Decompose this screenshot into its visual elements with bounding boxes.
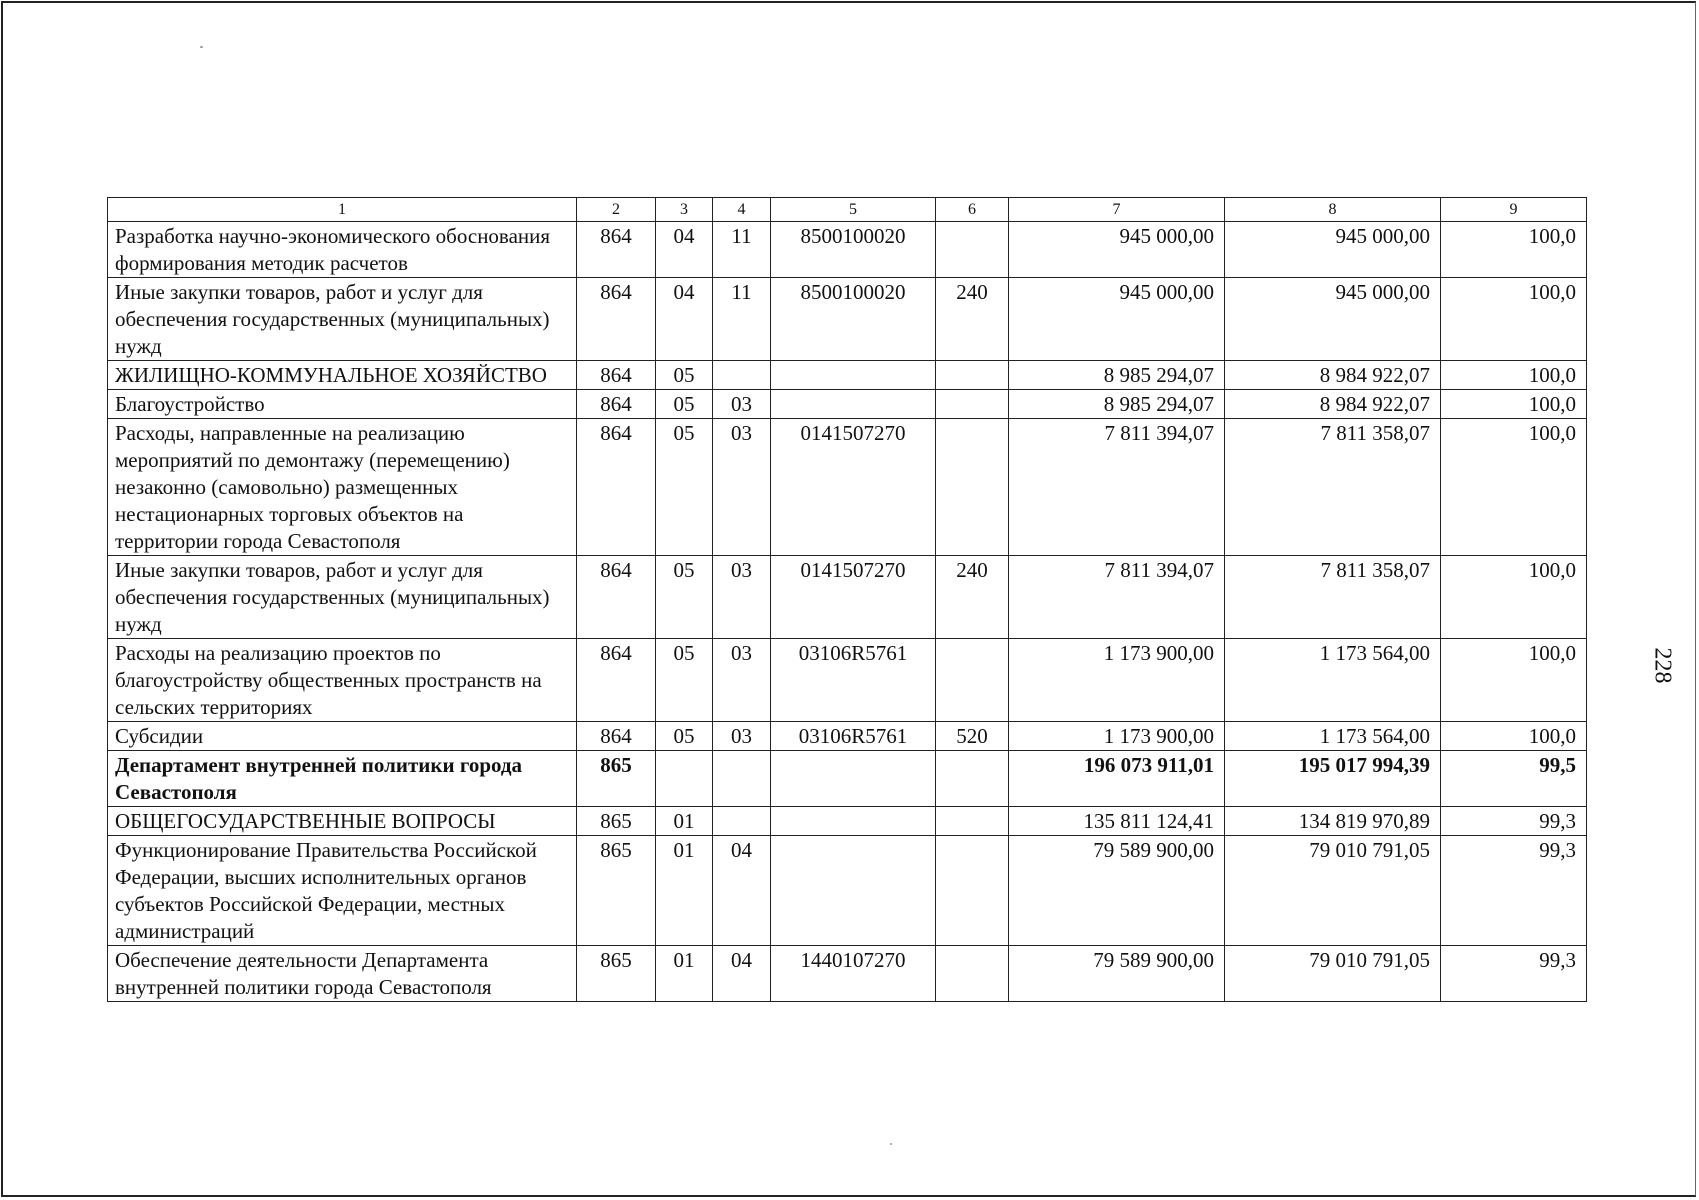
row-percent: 100,0 — [1441, 419, 1587, 556]
row-name: Иные закупки товаров, работ и услуг для обеспечения государственных (муниципальных) нужд — [108, 556, 577, 639]
row-percent: 100,0 — [1441, 361, 1587, 390]
row-name: Разработка научно-экономического обоснования формирования методик расчетов — [108, 222, 577, 278]
row-plan-amount: 8 985 294,07 — [1009, 361, 1225, 390]
column-number: 8 — [1225, 198, 1441, 222]
row-chapter-code: 864 — [577, 556, 656, 639]
row-actual-amount: 195 017 994,39 — [1225, 751, 1441, 807]
row-subsection-code: 04 — [713, 946, 771, 1002]
row-name: Департамент внутренней политики города Севастополя — [108, 751, 577, 807]
row-chapter-code: 864 — [577, 722, 656, 751]
row-name: ОБЩЕГОСУДАРСТВЕННЫЕ ВОПРОСЫ — [108, 807, 577, 836]
row-section-code: 01 — [656, 946, 713, 1002]
row-chapter-code: 865 — [577, 836, 656, 946]
row-plan-amount: 7 811 394,07 — [1009, 556, 1225, 639]
row-actual-amount: 79 010 791,05 — [1225, 836, 1441, 946]
row-percent: 99,3 — [1441, 946, 1587, 1002]
table-row — [108, 278, 1587, 361]
row-target-article: 8500100020 — [771, 278, 936, 361]
table-row — [108, 556, 1587, 639]
row-section-code: 05 — [656, 556, 713, 639]
row-section-code: 04 — [656, 222, 713, 278]
page-number: 228 — [1649, 647, 1676, 684]
scan-speck — [200, 46, 203, 48]
row-chapter-code: 864 — [577, 390, 656, 419]
row-expense-type: 240 — [936, 278, 1009, 361]
row-percent: 100,0 — [1441, 390, 1587, 419]
column-number: 6 — [936, 198, 1009, 222]
row-chapter-code: 864 — [577, 419, 656, 556]
row-percent: 99,5 — [1441, 751, 1587, 807]
row-section-code: 05 — [656, 639, 713, 722]
row-plan-amount: 79 589 900,00 — [1009, 836, 1225, 946]
row-expense-type: 520 — [936, 722, 1009, 751]
row-chapter-code: 865 — [577, 751, 656, 807]
row-name: Иные закупки товаров, работ и услуг для обеспечения государственных (муниципальных) нужд — [108, 278, 577, 361]
table-row — [108, 946, 1587, 1002]
row-name: ЖИЛИЩНО-КОММУНАЛЬНОЕ ХОЗЯЙСТВО — [108, 361, 577, 390]
row-expense-type — [936, 836, 1009, 946]
column-number-row — [108, 198, 1587, 222]
table-row — [108, 222, 1587, 278]
row-plan-amount: 945 000,00 — [1009, 222, 1225, 278]
row-percent: 99,3 — [1441, 807, 1587, 836]
row-subsection-code: 03 — [713, 390, 771, 419]
row-actual-amount: 1 173 564,00 — [1225, 722, 1441, 751]
row-percent: 100,0 — [1441, 222, 1587, 278]
row-section-code: 05 — [656, 390, 713, 419]
table-row — [108, 722, 1587, 751]
row-plan-amount: 7 811 394,07 — [1009, 419, 1225, 556]
row-actual-amount: 1 173 564,00 — [1225, 639, 1441, 722]
row-expense-type — [936, 222, 1009, 278]
row-subsection-code — [713, 361, 771, 390]
row-chapter-code: 865 — [577, 946, 656, 1002]
row-expense-type — [936, 807, 1009, 836]
row-target-article: 03106R5761 — [771, 639, 936, 722]
table-row — [108, 361, 1587, 390]
row-expense-type — [936, 361, 1009, 390]
row-actual-amount: 79 010 791,05 — [1225, 946, 1441, 1002]
column-number: 2 — [577, 198, 656, 222]
row-target-article — [771, 807, 936, 836]
row-chapter-code: 864 — [577, 361, 656, 390]
row-percent: 99,3 — [1441, 836, 1587, 946]
row-subsection-code — [713, 751, 771, 807]
row-chapter-code: 865 — [577, 807, 656, 836]
row-section-code — [656, 751, 713, 807]
row-subsection-code: 03 — [713, 419, 771, 556]
row-percent: 100,0 — [1441, 639, 1587, 722]
row-subsection-code: 03 — [713, 722, 771, 751]
row-section-code: 01 — [656, 807, 713, 836]
row-plan-amount: 79 589 900,00 — [1009, 946, 1225, 1002]
row-section-code: 05 — [656, 419, 713, 556]
row-subsection-code: 11 — [713, 278, 771, 361]
row-actual-amount: 7 811 358,07 — [1225, 419, 1441, 556]
row-plan-amount: 1 173 900,00 — [1009, 639, 1225, 722]
row-subsection-code: 04 — [713, 836, 771, 946]
row-section-code: 05 — [656, 361, 713, 390]
column-number: 4 — [713, 198, 771, 222]
row-target-article: 0141507270 — [771, 556, 936, 639]
row-expense-type — [936, 390, 1009, 419]
row-actual-amount: 8 984 922,07 — [1225, 390, 1441, 419]
row-plan-amount: 1 173 900,00 — [1009, 722, 1225, 751]
column-number: 7 — [1009, 198, 1225, 222]
table-row — [108, 807, 1587, 836]
row-subsection-code: 03 — [713, 639, 771, 722]
row-section-code: 01 — [656, 836, 713, 946]
table-body — [108, 198, 1587, 1002]
row-name: Благоустройство — [108, 390, 577, 419]
table-row — [108, 836, 1587, 946]
row-expense-type — [936, 419, 1009, 556]
row-chapter-code: 864 — [577, 639, 656, 722]
row-expense-type — [936, 751, 1009, 807]
row-percent: 100,0 — [1441, 556, 1587, 639]
table-row — [108, 751, 1587, 807]
row-expense-type — [936, 946, 1009, 1002]
row-percent: 100,0 — [1441, 278, 1587, 361]
row-actual-amount: 8 984 922,07 — [1225, 361, 1441, 390]
row-plan-amount: 196 073 911,01 — [1009, 751, 1225, 807]
column-number: 9 — [1441, 198, 1587, 222]
table-row — [108, 639, 1587, 722]
row-chapter-code: 864 — [577, 278, 656, 361]
row-name: Субсидии — [108, 722, 577, 751]
row-plan-amount: 135 811 124,41 — [1009, 807, 1225, 836]
row-actual-amount: 134 819 970,89 — [1225, 807, 1441, 836]
column-number: 3 — [656, 198, 713, 222]
row-subsection-code: 03 — [713, 556, 771, 639]
scan-speck — [890, 1143, 892, 1145]
row-name: Обеспечение деятельности Департамента внутренней политики города Севастополя — [108, 946, 577, 1002]
row-plan-amount: 945 000,00 — [1009, 278, 1225, 361]
row-target-article: 03106R5761 — [771, 722, 936, 751]
row-target-article: 0141507270 — [771, 419, 936, 556]
table-row — [108, 390, 1587, 419]
row-name: Расходы, направленные на реализацию мероприятий по демонтажу (перемещению) незаконно (самовольно) размещенных нестационарных торговых объектов на территории города Севастополя — [108, 419, 577, 556]
column-number: 1 — [108, 198, 577, 222]
row-target-article — [771, 836, 936, 946]
row-subsection-code: 11 — [713, 222, 771, 278]
row-target-article — [771, 751, 936, 807]
row-section-code: 05 — [656, 722, 713, 751]
row-plan-amount: 8 985 294,07 — [1009, 390, 1225, 419]
row-actual-amount: 945 000,00 — [1225, 222, 1441, 278]
budget-table — [107, 197, 1587, 1002]
row-name: Расходы на реализацию проектов по благоустройству общественных пространств на сельских территориях — [108, 639, 577, 722]
column-number: 5 — [771, 198, 936, 222]
row-expense-type: 240 — [936, 556, 1009, 639]
row-section-code: 04 — [656, 278, 713, 361]
row-name: Функционирование Правительства Российской Федерации, высших исполнительных органов субъектов Российской Федерации, местных администраций — [108, 836, 577, 946]
table-row — [108, 419, 1587, 556]
row-subsection-code — [713, 807, 771, 836]
row-percent: 100,0 — [1441, 722, 1587, 751]
row-actual-amount: 945 000,00 — [1225, 278, 1441, 361]
row-expense-type — [936, 639, 1009, 722]
row-target-article: 1440107270 — [771, 946, 936, 1002]
row-chapter-code: 864 — [577, 222, 656, 278]
row-target-article — [771, 361, 936, 390]
row-actual-amount: 7 811 358,07 — [1225, 556, 1441, 639]
row-target-article — [771, 390, 936, 419]
row-target-article: 8500100020 — [771, 222, 936, 278]
